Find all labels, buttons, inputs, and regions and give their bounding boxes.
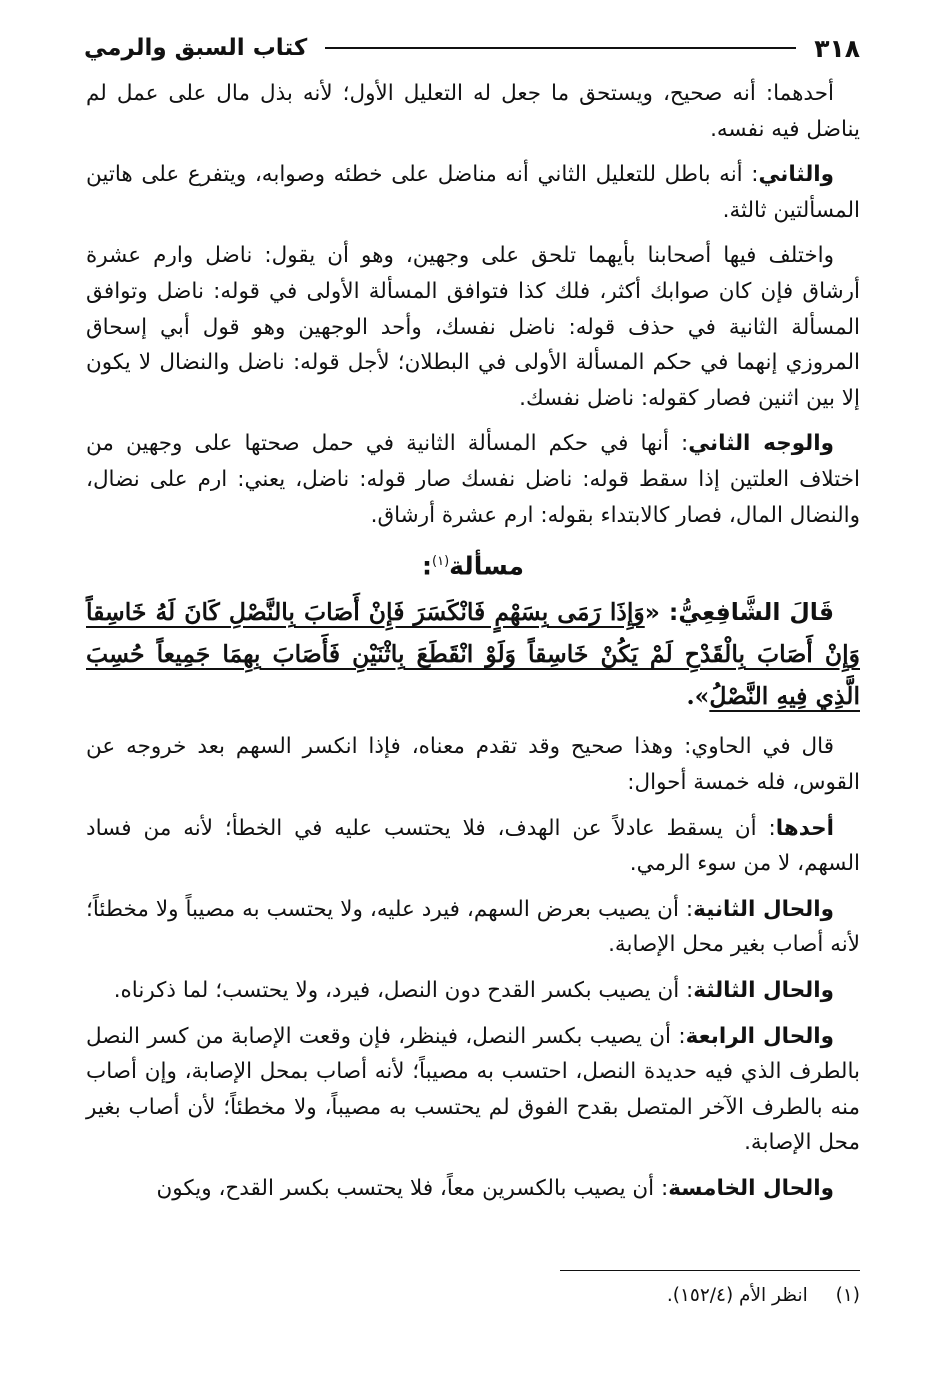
section-heading	[86, 545, 860, 583]
paragraph-text: : أنها في حكم المسألة الثانية في حمل صحتها على وجهين من اختلاف العلتين إذا سقط قوله: ناضل نفسك صار قوله: ناضل، يعني: ارم على نضال، والنضال المال، فصار كالابتداء بقوله: ارم عشرة أرشاق.	[86, 431, 860, 528]
footnote	[86, 1282, 860, 1310]
paragraph-text: : أنه باطل للتعليل الثاني أنه مناضل على خطئه وصوابه، ويتفرع على هاتين المسألتين ثالثة.	[86, 162, 860, 223]
paragraph	[86, 157, 860, 228]
paragraph	[86, 729, 860, 800]
footnote-divider	[560, 1270, 860, 1271]
book-title: كتاب السبق والرمي	[84, 35, 308, 61]
paragraph-text: : أن يصيب بكسر النصل، فينظر، فإن وقعت الإصابة من كسر النصل بالطرف الذي فيه حديدة النصل، احتسب به مصيباً؛ لأنه أصاب بمحل الإصابة، وإن أصاب منه بالطرف الآخر المتصل بقدح الفوق لم يحتسب به مصيباً، ولا مخطئاً؛ لأن أصاب بغير محل الإصابة.	[86, 1023, 860, 1156]
paragraph	[86, 76, 860, 147]
paragraph-text: قال في الحاوي: وهذا صحيح وقد تقدم معناه، فإذا انكسر السهم بعد خروجه عن القوس، فله خمسة أحوال:	[86, 734, 860, 796]
section-heading-suffix: :	[422, 551, 432, 581]
paragraph-lead: أحدها	[775, 815, 834, 841]
paragraph-text: : أن يسقط عادلاً عن الهدف، فلا يحتسب عليه في الخطأ؛ لأنه من فساد السهم، لا من سوء الرمي.	[86, 815, 860, 877]
footnote-marker: (١)	[835, 1285, 860, 1306]
page-header	[84, 28, 860, 68]
paragraph-lead: والحال الثالثة	[693, 978, 834, 1004]
footnote-reference: (١)	[432, 554, 450, 570]
paragraph	[86, 238, 860, 416]
paragraph-text: أحدهما: أنه صحيح، ويستحق ما جعل له التعليل الأول؛ لأنه بذل مال على عمل لم يناضل فيه نفسه.	[86, 81, 860, 142]
shafii-quote	[86, 591, 860, 717]
paragraph	[86, 1019, 860, 1161]
paragraph	[86, 811, 860, 882]
main-text	[86, 76, 860, 1217]
quote-speaker: قَالَ الشَّافِعِيُّ: «	[644, 598, 834, 627]
paragraph-lead: والوجه الثاني	[688, 431, 834, 457]
paragraph-lead: والحال الثانية	[693, 896, 834, 922]
paragraph-text: واختلف فيها أصحابنا بأيهما تلحق على وجهين، وهو أن يقول: ناضل وارم عشرة أرشاق فإن كان صوابك أكثر، فلك كذا فتوافق المسألة الأولى في قوله: ناضل وتوافق المسألة الثانية في حذف قوله: ناضل نفسك، وأحد الوجهين وهو قول أبي إسحاق المروزي إنهما في حكم المسألة الأولى في البطلان؛ لأجل قوله: ناضل والنضال لا يكون إلا بين اثنين فصار كقوله: ناضل نفسك.	[86, 243, 860, 411]
section-heading-text: مسألة	[449, 551, 524, 581]
footnote-text: انظر الأم (١٥٢/٤).	[666, 1285, 808, 1306]
header-rule	[325, 47, 796, 49]
page-number: ٣١٨	[814, 33, 860, 63]
paragraph	[86, 1171, 860, 1207]
paragraph-text: : أن يصيب بكسر القدح دون النصل، فيرد، ولا يحتسب؛ لما ذكرناه.	[113, 978, 694, 1004]
paragraph-lead: والحال الخامسة	[668, 1175, 834, 1201]
paragraph	[86, 973, 860, 1009]
quote-end: ».	[686, 682, 710, 711]
paragraph	[86, 892, 860, 963]
paragraph-text: : أن يصيب بالكسرين معاً، فلا يحتسب بكسر القدح، ويكون	[156, 1175, 669, 1201]
paragraph	[86, 426, 860, 533]
paragraph-lead: والحال الرابعة	[685, 1023, 835, 1049]
quote-text: وَإِذَا رَمَى بِسَهْمٍ فَانْكَسَرَ فَإِنْ أَصَابَ بِالنَّصْلِ كَانَ لَهُ خَاسِقاً وَإِنْ أَصَابَ بِالْقَدْحِ لَمْ يَكُنْ خَاسِقاً وَلَوْ انْقَطَعَ بِاثْنَيْنِ فَأَصَابَ بِهِمَا جَمِيعاً حُسِبَ الَّذِي فِيهِ النَّصْلُ	[86, 598, 860, 711]
paragraph-lead: والثاني	[758, 162, 834, 188]
paragraph-text: : أن يصيب بعرض السهم، فيرد عليه، ولا يحتسب به مصيباً ولا مخطئاً؛ لأنه أصاب بغير محل الإصابة.	[86, 896, 860, 958]
